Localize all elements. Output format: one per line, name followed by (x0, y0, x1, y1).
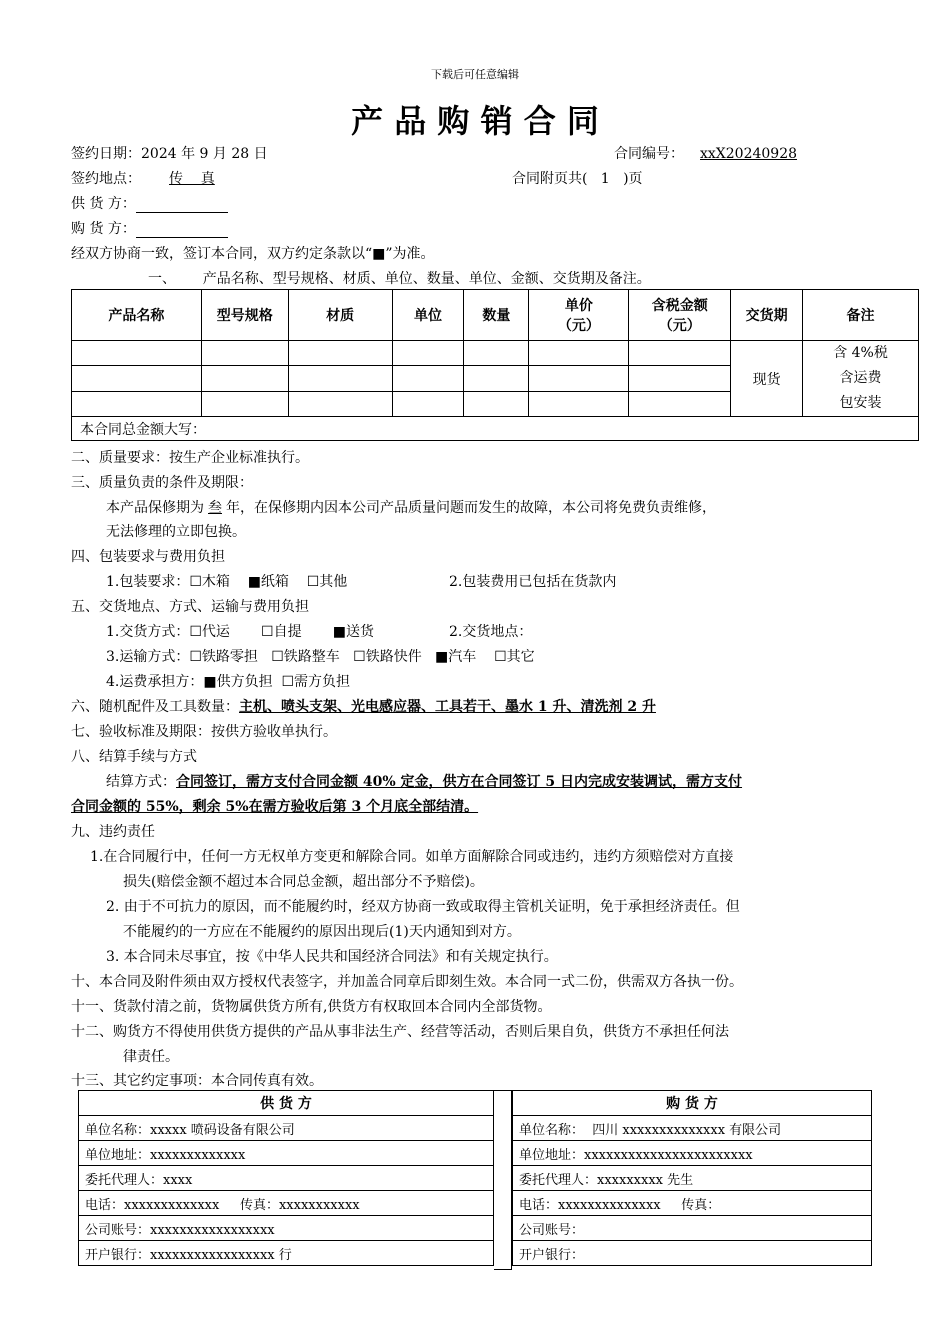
buyer-agent: 委托代理人：xxxxxxxxx 先生 (513, 1166, 872, 1191)
col-header-material: 材质 (288, 290, 392, 341)
col-header-unit-price: 单价 （元） (529, 290, 629, 341)
buyer-phone-fax: 电话：xxxxxxxxxxxxxx 传真： (513, 1191, 872, 1216)
section-3-heading: 三、质量负责的条件及期限： (71, 475, 253, 491)
supplier-phone-fax: 电话：xxxxxxxxxxxxx 传真：xxxxxxxxxxx (79, 1191, 494, 1216)
supplier-table-title: 供 货 方 (79, 1091, 494, 1116)
settlement-line-2: 合同金额的 55%，剩余 5%在需方验收后第 3 个月底全部结清。 (71, 799, 479, 815)
section-8-heading: 八、结算手续与方式 (71, 749, 197, 765)
section-12-line-1: 十二、购货方不得使用供货方提供的产品从事非法生产、经营等活动，否则后果自负，供货方不承担任何法 (71, 1024, 729, 1040)
section-3-line-1: 本产品保修期为 叁 年，在保修期内因本公司产品质量问题而发生的故障，本公司将免费负责维修， (106, 500, 716, 516)
packaging-options: 1.包装要求：☐木箱 ■纸箱 ☐其他 (106, 574, 348, 590)
col-header-product-name: 产品名称 (72, 290, 202, 341)
section-12-line-2: 律责任。 (123, 1049, 179, 1065)
buyer-label: 购 货 方： (71, 221, 136, 237)
intro-text: 经双方协商一致，签订本合同，双方约定条款以“■”为准。 (71, 246, 435, 262)
sign-place-label: 签约地点： (71, 171, 141, 187)
delivery-method-options: 1.交货方式：☐代运 ☐自提 ■送货 (106, 624, 374, 640)
section-6: 六、随机配件及工具数量：主机、喷头支架、光电感应器、工具若干、墨水 1 升、清洗剂 2 升 (71, 699, 656, 715)
accessories-list: 主机、喷头支架、光电感应器、工具若干、墨水 1 升、清洗剂 2 升 (239, 699, 656, 715)
packaging-cost-note: 2.包装费用已包括在货款内 (449, 574, 617, 590)
breach-clause-1a: 1.在合同履行中，任何一方无权单方变更和解除合同。如单方面解除合同或违约，违约方须赔偿对方直接 (90, 849, 734, 865)
contract-no-label: 合同编号： (614, 146, 684, 162)
header-note: 下载后可任意编辑 (431, 68, 519, 81)
freight-payer-options: 4.运费承担方：■供方负担 ☐需方负担 (106, 674, 351, 690)
supplier-company-name: 单位名称：xxxxx 喷码设备有限公司 (79, 1116, 494, 1141)
section-11: 十一、货款付清之前，货物属供货方所有,供货方有权取回本合同内全部货物。 (71, 999, 552, 1015)
breach-clause-2a: 2. 由于不可抗力的原因，而不能履约时，经双方协商一致或取得主管机关证明，免于承担经济责任。但 (106, 899, 740, 915)
remarks-cell: 含 4%税 含运费 包安装 (803, 341, 919, 417)
sign-date: 签约日期：2024 年 9 月 28 日 (71, 146, 268, 162)
section-13: 十三、其它约定事项：本合同传真有效。 (71, 1073, 323, 1089)
supplier-info-table (78, 1090, 494, 1266)
breach-clause-2b: 不能履约的一方应在不能履约的原因出现后(1)天内通知到对方。 (123, 924, 521, 940)
settlement-line-1: 结算方式：合同签订，需方支付合同金额 40% 定金，供方在合同签订 5 日内完成安装调试，需方支付 (106, 774, 743, 790)
buyer-address: 单位地址：xxxxxxxxxxxxxxxxxxxxxxx (513, 1141, 872, 1166)
supplier-agent: 委托代理人：xxxx (79, 1166, 494, 1191)
attach-pages: 合同附页共( 1 )页 (512, 171, 643, 187)
warranty-years: 叁 (208, 500, 222, 516)
supplier-bank: 开户银行：xxxxxxxxxxxxxxxxx 行 (79, 1241, 494, 1266)
contract-no-value: xxX20240928 (700, 146, 798, 162)
supplier-address: 单位地址：xxxxxxxxxxxxx (79, 1141, 494, 1166)
buyer-account: 公司账号： (513, 1216, 872, 1241)
col-header-unit: 单位 (392, 290, 464, 341)
section-10: 十、本合同及附件须由双方授权代表签字，并加盖合同章后即刻生效。本合同一式二份，供需双方各执一份。 (71, 974, 743, 990)
section-1-heading: 一、 产品名称、型号规格、材质、单位、数量、单位、金额、交货期及备注。 (148, 271, 651, 287)
breach-clause-1b: 损失(赔偿金额不超过本合同总金额，超出部分不予赔偿)。 (123, 874, 484, 890)
col-header-delivery: 交货期 (731, 290, 803, 341)
section-4-heading: 四、包装要求与费用负担 (71, 549, 225, 565)
col-header-quantity: 数量 (464, 290, 529, 341)
delivery-location-label: 2.交货地点： (449, 624, 533, 640)
breach-clause-3: 3. 本合同未尽事宜，按《中华人民共和国经济合同法》和有关规定执行。 (106, 949, 558, 965)
page-title: 产 品 购 销 合 同 (351, 102, 599, 140)
buyer-info-table (512, 1090, 872, 1266)
sign-place-value: 传 真 (169, 171, 215, 187)
buyer-table-title: 购 货 方 (513, 1091, 872, 1116)
col-header-remarks: 备注 (803, 290, 919, 341)
product-table (71, 289, 919, 441)
table-row (72, 341, 919, 366)
col-header-amount: 含税金额 （元） (629, 290, 731, 341)
supplier-line (71, 193, 228, 213)
buyer-company-name: 单位名称： 四川 xxxxxxxxxxxxxx 有限公司 (513, 1116, 872, 1141)
total-amount-cell: 本合同总金额大写： (72, 417, 919, 441)
contract-no-field (614, 143, 815, 163)
section-7: 七、验收标准及期限：按供方验收单执行。 (71, 724, 337, 740)
buyer-bank: 开户银行： (513, 1241, 872, 1266)
delivery-cell: 现货 (731, 341, 803, 417)
supplier-account: 公司账号：xxxxxxxxxxxxxxxxx (79, 1216, 494, 1241)
supplier-label: 供 货 方： (71, 196, 136, 212)
sign-place-field (71, 168, 263, 188)
section-9-heading: 九、违约责任 (71, 824, 155, 840)
section-5-heading: 五、交货地点、方式、运输与费用负担 (71, 599, 309, 615)
table-divider (494, 1090, 512, 1270)
buyer-line (71, 218, 228, 238)
transport-method-options: 3.运输方式：☐铁路零担 ☐铁路整车 ☐铁路快件 ■汽车 ☐其它 (106, 649, 535, 665)
section-2: 二、质量要求：按生产企业标准执行。 (71, 450, 309, 466)
col-header-model: 型号规格 (201, 290, 288, 341)
section-3-line-2: 无法修理的立即包换。 (106, 524, 246, 540)
